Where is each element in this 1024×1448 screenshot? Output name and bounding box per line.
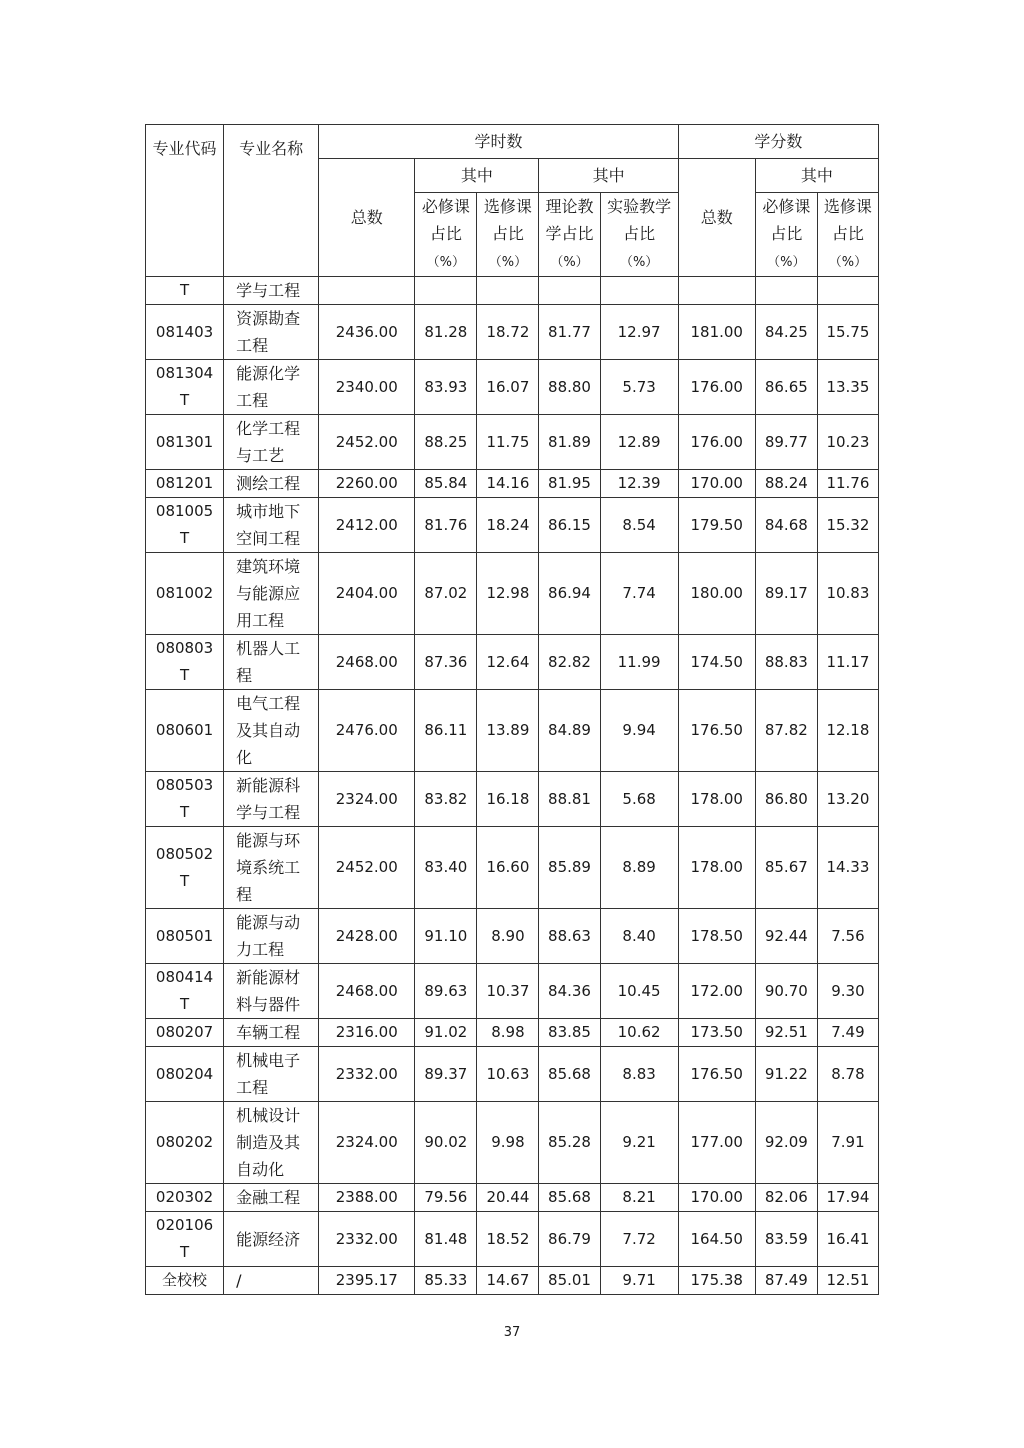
header-hours-group: 学时数 [319, 125, 678, 159]
header-hours-of-which-2: 其中 [539, 159, 678, 193]
credits-elective-pct-cell: 7.91 [817, 1102, 878, 1184]
lab-pct-cell: 8.83 [600, 1047, 678, 1102]
hours-required-pct-cell: 86.11 [415, 690, 477, 772]
lab-pct-cell: 9.71 [600, 1267, 678, 1295]
hours-total-cell: 2395.17 [319, 1267, 415, 1295]
credits-required-pct-cell: 92.09 [755, 1102, 817, 1184]
major-name-cell: 金融工程 [224, 1184, 319, 1212]
theory-pct-cell [539, 277, 600, 305]
lab-pct-cell: 12.89 [600, 415, 678, 470]
theory-pct-cell: 85.68 [539, 1184, 600, 1212]
theory-pct-cell: 81.95 [539, 470, 600, 498]
table-row [146, 964, 879, 1019]
major-code-cell: 081403 [146, 305, 224, 360]
credits-total-cell [678, 277, 755, 305]
credits-required-pct-cell: 82.06 [755, 1184, 817, 1212]
credits-required-pct-cell: 88.24 [755, 470, 817, 498]
theory-pct-cell: 85.89 [539, 827, 600, 909]
hours-elective-pct-cell: 12.98 [477, 553, 539, 635]
major-code-cell: 080803T [146, 635, 224, 690]
lab-pct-cell: 8.40 [600, 909, 678, 964]
credits-elective-pct-cell: 8.78 [817, 1047, 878, 1102]
theory-pct-cell: 81.89 [539, 415, 600, 470]
hours-total-cell: 2316.00 [319, 1019, 415, 1047]
lab-pct-cell: 9.21 [600, 1102, 678, 1184]
hours-elective-pct-cell: 8.90 [477, 909, 539, 964]
credits-required-pct-cell: 90.70 [755, 964, 817, 1019]
major-name-cell: 能源经济 [224, 1212, 319, 1267]
major-code-cell: 080414T [146, 964, 224, 1019]
major-name-cell: 能源化学工程 [224, 360, 319, 415]
lab-pct-cell: 9.94 [600, 690, 678, 772]
theory-pct-cell: 81.77 [539, 305, 600, 360]
major-code-cell: 080207 [146, 1019, 224, 1047]
hours-elective-pct-cell [477, 277, 539, 305]
header-hours-elective-pct: 选修课占比 （%） [477, 193, 539, 277]
header-code: 专业代码 [146, 125, 224, 277]
hours-elective-pct-cell: 18.52 [477, 1212, 539, 1267]
hours-required-pct-cell: 91.02 [415, 1019, 477, 1047]
hours-required-pct-cell: 91.10 [415, 909, 477, 964]
hours-total-cell: 2452.00 [319, 827, 415, 909]
major-code-cell: 080601 [146, 690, 224, 772]
table-row [146, 360, 879, 415]
table-row [146, 498, 879, 553]
hours-total-cell: 2412.00 [319, 498, 415, 553]
hours-elective-pct-cell: 11.75 [477, 415, 539, 470]
credits-required-pct-cell [755, 277, 817, 305]
hours-elective-pct-cell: 14.67 [477, 1267, 539, 1295]
table-row [146, 470, 879, 498]
credits-elective-pct-cell: 10.83 [817, 553, 878, 635]
header-credits-required-pct: 必修课占比 （%） [755, 193, 817, 277]
hours-elective-pct-cell: 13.89 [477, 690, 539, 772]
major-code-cell: 020106T [146, 1212, 224, 1267]
major-code-cell: 081002 [146, 553, 224, 635]
major-code-cell: 081304T [146, 360, 224, 415]
major-name-cell: 测绘工程 [224, 470, 319, 498]
credits-total-cell: 175.38 [678, 1267, 755, 1295]
credits-total-cell: 178.50 [678, 909, 755, 964]
theory-pct-cell: 83.85 [539, 1019, 600, 1047]
major-code-cell: 080202 [146, 1102, 224, 1184]
table-row [146, 1019, 879, 1047]
major-name-cell: 学与工程 [224, 277, 319, 305]
hours-total-cell: 2428.00 [319, 909, 415, 964]
major-name-cell: 电气工程及其自动化 [224, 690, 319, 772]
table-row [146, 415, 879, 470]
major-code-cell: 080501 [146, 909, 224, 964]
hours-elective-pct-cell: 12.64 [477, 635, 539, 690]
credits-required-pct-cell: 83.59 [755, 1212, 817, 1267]
credits-required-pct-cell: 88.83 [755, 635, 817, 690]
hours-total-cell: 2388.00 [319, 1184, 415, 1212]
credits-total-cell: 172.00 [678, 964, 755, 1019]
major-name-cell: 资源勘查工程 [224, 305, 319, 360]
page-number: 37 [503, 1325, 521, 1340]
hours-required-pct-cell: 85.33 [415, 1267, 477, 1295]
school-total-row [146, 1267, 879, 1295]
major-name-cell: 能源与动力工程 [224, 909, 319, 964]
hours-required-pct-cell: 83.82 [415, 772, 477, 827]
credits-elective-pct-cell: 7.56 [817, 909, 878, 964]
lab-pct-cell: 8.54 [600, 498, 678, 553]
major-name-cell: 建筑环境与能源应用工程 [224, 553, 319, 635]
credits-total-cell: 179.50 [678, 498, 755, 553]
header-credits-total: 总数 [678, 159, 755, 277]
theory-pct-cell: 82.82 [539, 635, 600, 690]
hours-elective-pct-cell: 16.60 [477, 827, 539, 909]
credits-required-pct-cell: 86.80 [755, 772, 817, 827]
hours-required-pct-cell: 79.56 [415, 1184, 477, 1212]
credits-elective-pct-cell: 9.30 [817, 964, 878, 1019]
lab-pct-cell: 5.68 [600, 772, 678, 827]
credits-elective-pct-cell [817, 277, 878, 305]
hours-required-pct-cell: 81.76 [415, 498, 477, 553]
header-name: 专业名称 [224, 125, 319, 277]
table-row [146, 553, 879, 635]
theory-pct-cell: 84.36 [539, 964, 600, 1019]
hours-elective-pct-cell: 8.98 [477, 1019, 539, 1047]
credits-required-pct-cell: 84.68 [755, 498, 817, 553]
lab-pct-cell: 11.99 [600, 635, 678, 690]
major-code-cell: 080502T [146, 827, 224, 909]
major-code-cell: 081301 [146, 415, 224, 470]
header-credits-of-which: 其中 [755, 159, 878, 193]
major-code-cell: 081201 [146, 470, 224, 498]
hours-required-pct-cell: 87.02 [415, 553, 477, 635]
credits-total-cell: 170.00 [678, 470, 755, 498]
lab-pct-cell: 10.62 [600, 1019, 678, 1047]
header-lab-pct: 实验教学占比 （%） [600, 193, 678, 277]
table-row [146, 690, 879, 772]
credits-elective-pct-cell: 11.76 [817, 470, 878, 498]
table-row [146, 1212, 879, 1267]
major-name-cell: 能源与环境系统工程 [224, 827, 319, 909]
lab-pct-cell: 8.21 [600, 1184, 678, 1212]
lab-pct-cell: 7.74 [600, 553, 678, 635]
hours-elective-pct-cell: 18.24 [477, 498, 539, 553]
credits-total-cell: 180.00 [678, 553, 755, 635]
credits-elective-pct-cell: 13.20 [817, 772, 878, 827]
hours-total-cell: 2468.00 [319, 635, 415, 690]
header-credits-elective-pct: 选修课占比 （%） [817, 193, 878, 277]
hours-required-pct-cell: 89.37 [415, 1047, 477, 1102]
credits-elective-pct-cell: 7.49 [817, 1019, 878, 1047]
lab-pct-cell: 10.45 [600, 964, 678, 1019]
hours-required-pct-cell: 87.36 [415, 635, 477, 690]
theory-pct-cell: 86.94 [539, 553, 600, 635]
major-name-cell: 城市地下空间工程 [224, 498, 319, 553]
hours-total-cell: 2452.00 [319, 415, 415, 470]
major-name-cell: 新能源材料与器件 [224, 964, 319, 1019]
major-code-cell: 020302 [146, 1184, 224, 1212]
credits-elective-pct-cell: 13.35 [817, 360, 878, 415]
credits-elective-pct-cell: 12.18 [817, 690, 878, 772]
major-name-cell: 新能源科学与工程 [224, 772, 319, 827]
hours-elective-pct-cell: 16.18 [477, 772, 539, 827]
lab-pct-cell: 8.89 [600, 827, 678, 909]
theory-pct-cell: 84.89 [539, 690, 600, 772]
hours-total-cell: 2324.00 [319, 1102, 415, 1184]
credits-elective-pct-cell: 14.33 [817, 827, 878, 909]
credits-total-cell: 176.50 [678, 1047, 755, 1102]
credits-total-cell: 170.00 [678, 1184, 755, 1212]
credits-elective-pct-cell: 15.32 [817, 498, 878, 553]
credits-total-cell: 178.00 [678, 772, 755, 827]
credits-elective-pct-cell: 11.17 [817, 635, 878, 690]
hours-elective-pct-cell: 14.16 [477, 470, 539, 498]
hours-total-cell: 2332.00 [319, 1212, 415, 1267]
credits-required-pct-cell: 86.65 [755, 360, 817, 415]
credits-total-cell: 177.00 [678, 1102, 755, 1184]
table-row [146, 827, 879, 909]
credits-total-cell: 176.00 [678, 415, 755, 470]
hours-elective-pct-cell: 18.72 [477, 305, 539, 360]
hours-total-cell: 2476.00 [319, 690, 415, 772]
hours-elective-pct-cell: 10.63 [477, 1047, 539, 1102]
theory-pct-cell: 88.80 [539, 360, 600, 415]
credits-required-pct-cell: 87.49 [755, 1267, 817, 1295]
credits-total-cell: 173.50 [678, 1019, 755, 1047]
hours-total-cell: 2468.00 [319, 964, 415, 1019]
theory-pct-cell: 86.15 [539, 498, 600, 553]
hours-required-pct-cell [415, 277, 477, 305]
theory-pct-cell: 85.01 [539, 1267, 600, 1295]
table-row [146, 1047, 879, 1102]
hours-elective-pct-cell: 9.98 [477, 1102, 539, 1184]
major-name-cell: / [224, 1267, 319, 1295]
credits-required-pct-cell: 91.22 [755, 1047, 817, 1102]
major-code-cell: T [146, 277, 224, 305]
hours-required-pct-cell: 89.63 [415, 964, 477, 1019]
table-row [146, 1102, 879, 1184]
table-row [146, 305, 879, 360]
lab-pct-cell [600, 277, 678, 305]
lab-pct-cell: 12.97 [600, 305, 678, 360]
hours-required-pct-cell: 85.84 [415, 470, 477, 498]
major-name-cell: 化学工程与工艺 [224, 415, 319, 470]
major-name-cell: 机器人工程 [224, 635, 319, 690]
credits-elective-pct-cell: 10.23 [817, 415, 878, 470]
header-theory-pct: 理论教学占比 （%） [539, 193, 600, 277]
theory-pct-cell: 86.79 [539, 1212, 600, 1267]
hours-required-pct-cell: 83.93 [415, 360, 477, 415]
theory-pct-cell: 88.63 [539, 909, 600, 964]
hours-elective-pct-cell: 16.07 [477, 360, 539, 415]
credits-elective-pct-cell: 15.75 [817, 305, 878, 360]
credits-required-pct-cell: 84.25 [755, 305, 817, 360]
major-code-cell: 全校校 [146, 1267, 224, 1295]
credits-required-pct-cell: 85.67 [755, 827, 817, 909]
hours-total-cell: 2436.00 [319, 305, 415, 360]
credits-required-pct-cell: 92.51 [755, 1019, 817, 1047]
hours-total-cell [319, 277, 415, 305]
table-row [146, 277, 879, 305]
credits-required-pct-cell: 89.77 [755, 415, 817, 470]
credits-total-cell: 178.00 [678, 827, 755, 909]
hours-required-pct-cell: 88.25 [415, 415, 477, 470]
credits-total-cell: 176.50 [678, 690, 755, 772]
table-row [146, 909, 879, 964]
credits-elective-pct-cell: 17.94 [817, 1184, 878, 1212]
theory-pct-cell: 85.68 [539, 1047, 600, 1102]
hours-required-pct-cell: 90.02 [415, 1102, 477, 1184]
major-code-cell: 080503T [146, 772, 224, 827]
credits-required-pct-cell: 92.44 [755, 909, 817, 964]
major-name-cell: 机械设计制造及其自动化 [224, 1102, 319, 1184]
credits-required-pct-cell: 87.82 [755, 690, 817, 772]
header-credits-group: 学分数 [678, 125, 878, 159]
header-hours-of-which-1: 其中 [415, 159, 539, 193]
hours-total-cell: 2404.00 [319, 553, 415, 635]
theory-pct-cell: 88.81 [539, 772, 600, 827]
major-name-cell: 车辆工程 [224, 1019, 319, 1047]
credits-total-cell: 181.00 [678, 305, 755, 360]
hours-required-pct-cell: 81.48 [415, 1212, 477, 1267]
major-code-cell: 080204 [146, 1047, 224, 1102]
hours-required-pct-cell: 81.28 [415, 305, 477, 360]
hours-elective-pct-cell: 20.44 [477, 1184, 539, 1212]
table-body [146, 277, 879, 1295]
theory-pct-cell: 85.28 [539, 1102, 600, 1184]
lab-pct-cell: 5.73 [600, 360, 678, 415]
hours-total-cell: 2340.00 [319, 360, 415, 415]
hours-total-cell: 2260.00 [319, 470, 415, 498]
credits-required-pct-cell: 89.17 [755, 553, 817, 635]
lab-pct-cell: 7.72 [600, 1212, 678, 1267]
hours-required-pct-cell: 83.40 [415, 827, 477, 909]
table-row [146, 1184, 879, 1212]
lab-pct-cell: 12.39 [600, 470, 678, 498]
header-hours-total: 总数 [319, 159, 415, 277]
hours-total-cell: 2324.00 [319, 772, 415, 827]
credits-elective-pct-cell: 16.41 [817, 1212, 878, 1267]
curriculum-table [145, 124, 879, 1295]
credits-total-cell: 174.50 [678, 635, 755, 690]
credits-total-cell: 164.50 [678, 1212, 755, 1267]
header-hours-required-pct: 必修课占比 （%） [415, 193, 477, 277]
credits-elective-pct-cell: 12.51 [817, 1267, 878, 1295]
major-name-cell: 机械电子工程 [224, 1047, 319, 1102]
credits-total-cell: 176.00 [678, 360, 755, 415]
hours-elective-pct-cell: 10.37 [477, 964, 539, 1019]
hours-total-cell: 2332.00 [319, 1047, 415, 1102]
table-row [146, 772, 879, 827]
major-code-cell: 081005T [146, 498, 224, 553]
table-row [146, 635, 879, 690]
